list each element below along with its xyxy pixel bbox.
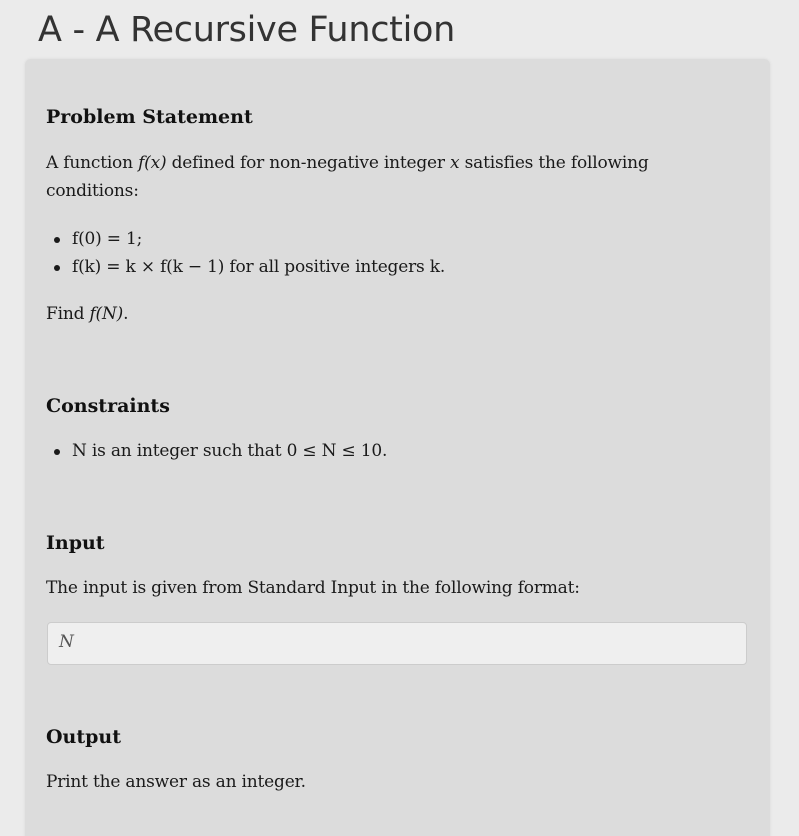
constraint-item-1: N is an integer such that 0 ≤ N ≤ 10. xyxy=(72,437,387,465)
math-x: x xyxy=(450,153,460,173)
problem-statement-heading: Problem Statement xyxy=(46,106,253,128)
constraints-list xyxy=(72,437,387,465)
output-heading: Output xyxy=(46,726,122,748)
math-fn: f(N) xyxy=(89,304,124,324)
intro-text-3: satisfies the following conditions: xyxy=(46,153,649,201)
input-heading: Input xyxy=(46,532,105,554)
page-title: A - A Recursive Function xyxy=(38,10,455,50)
constraints-heading: Constraints xyxy=(46,395,170,417)
condition-item-1: f(0) = 1; xyxy=(72,225,445,253)
problem-card xyxy=(25,59,770,836)
condition-list xyxy=(72,225,445,281)
input-description: The input is given from Standard Input in the following format: xyxy=(46,578,580,598)
intro-text-1: A function xyxy=(46,153,139,173)
condition-item-2: f(k) = k × f(k − 1) for all positive integers k. xyxy=(72,253,445,281)
input-format-box xyxy=(47,622,747,665)
find-text-2: . xyxy=(123,304,129,324)
math-fx: f(x) xyxy=(138,153,167,173)
intro-text-2: defined for non-negative integer xyxy=(166,153,451,173)
find-text-1: Find xyxy=(46,304,90,324)
input-format-text: N xyxy=(59,632,74,652)
problem-intro xyxy=(46,149,726,205)
output-description: Print the answer as an integer. xyxy=(46,772,306,792)
find-line xyxy=(46,300,726,328)
